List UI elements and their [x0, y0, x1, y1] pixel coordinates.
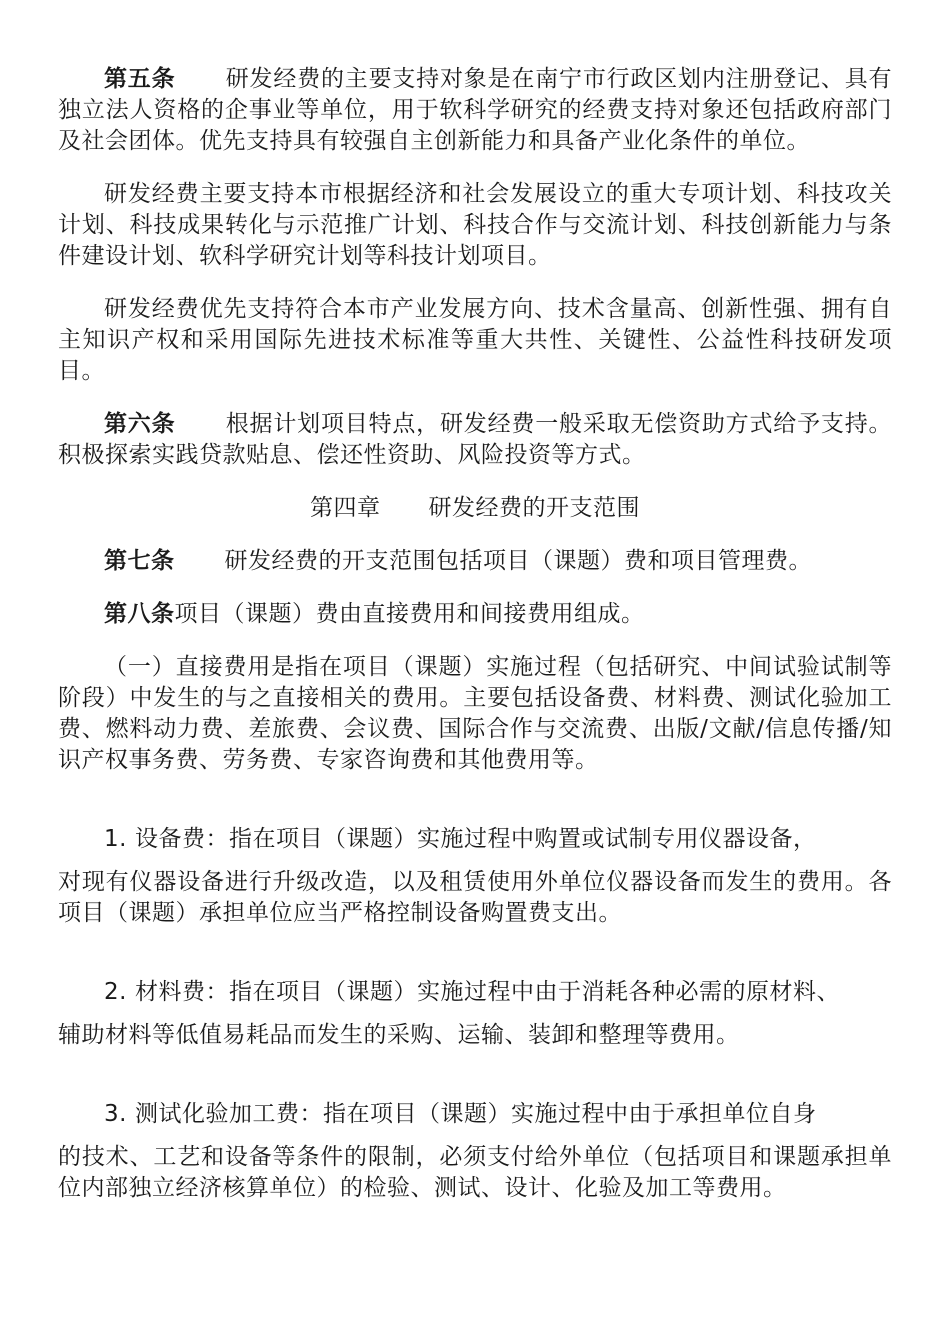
- list-item-materials: [58, 977, 892, 1051]
- list-item-rest: 辅助材料等低值易耗品而发生的采购、运输、装卸和整理等费用。: [58, 1022, 740, 1048]
- list-item-first-line: 设备费：指在项目（课题）实施过程中购置或试制专用仪器设备，: [134, 826, 817, 852]
- article-7-label: 第七条: [104, 548, 175, 574]
- article-5-text-2: 研发经费主要支持本市根据经济和社会发展设立的重大专项计划、科技攻关计划、科技成果转化与示范推广计划、科技合作与交流计划、科技创新能力与条件建设计划、软科学研究计划等科技计划项目。: [58, 181, 892, 269]
- article-5-label: 第五条: [104, 66, 176, 92]
- article-8-text: 项目（课题）费由直接费用和间接费用组成。: [174, 601, 645, 627]
- article-8-paragraph: [58, 599, 892, 630]
- article-5-paragraph-3: [58, 294, 892, 387]
- chapter-number: 第四章: [310, 495, 381, 521]
- article-8-label: 第八条: [104, 601, 175, 627]
- list-item-number: 2.: [104, 979, 127, 1005]
- direct-cost-paragraph: [58, 652, 892, 776]
- article-6-text: 根据计划项目特点，研发经费一般采取无偿资助方式给予支持。积极探索实践贷款贴息、偿还性资助、风险投资等方式。: [58, 411, 893, 468]
- list-item-first-line: 材料费：指在项目（课题）实施过程中由于消耗各种必需的原材料、: [134, 979, 840, 1005]
- article-5-paragraph-2: [58, 179, 892, 272]
- article-5-text-3: 研发经费优先支持符合本市产业发展方向、技术含量高、创新性强、拥有自主知识产权和采用国际先进技术标准等重大共性、关键性、公益性科技研发项目。: [58, 296, 892, 384]
- list-item-rest: 的技术、工艺和设备等条件的限制，必须支付给外单位（包括项目和课题承担单位内部独立经济核算单位）的检验、测试、设计、化验及加工等费用。: [58, 1144, 892, 1201]
- article-6-paragraph: [58, 409, 892, 471]
- article-5-paragraph-1: [58, 64, 892, 157]
- direct-cost-text: （一）直接费用是指在项目（课题）实施过程（包括研究、中间试验试制等阶段）中发生的与之直接相关的费用。主要包括设备费、材料费、测试化验加工费、燃料动力费、差旅费、会议费、国际合作与交流费、出版/文献/信息传播/知识产权事务费、劳务费、专家咨询费和其他费用等。: [58, 654, 892, 773]
- list-item-equipment: [58, 824, 892, 929]
- chapter-heading: [58, 493, 892, 524]
- article-6-label: 第六条: [104, 411, 176, 437]
- article-7-paragraph: [58, 546, 892, 577]
- list-item-number: 3.: [104, 1101, 127, 1127]
- list-item-first-line: 测试化验加工费：指在项目（课题）实施过程中由于承担单位自身: [134, 1101, 817, 1127]
- document-page: [58, 64, 892, 1226]
- article-7-text: 研发经费的开支范围包括项目（课题）费和项目管理费。: [224, 548, 812, 574]
- list-item-number: 1.: [104, 826, 127, 852]
- list-item-testing: [58, 1099, 892, 1204]
- article-5-text-1: 研发经费的主要支持对象是在南宁市行政区划内注册登记、具有独立法人资格的企事业等单位，用于软科学研究的经费支持对象还包括政府部门及社会团体。优先支持具有较强自主创新能力和具备产业化条件的单位。: [58, 66, 893, 154]
- chapter-title: 研发经费的开支范围: [428, 495, 640, 521]
- list-item-rest: 对现有仪器设备进行升级改造，以及租赁使用外单位仪器设备而发生的费用。各项目（课题）承担单位应当严格控制设备购置费支出。: [58, 869, 892, 926]
